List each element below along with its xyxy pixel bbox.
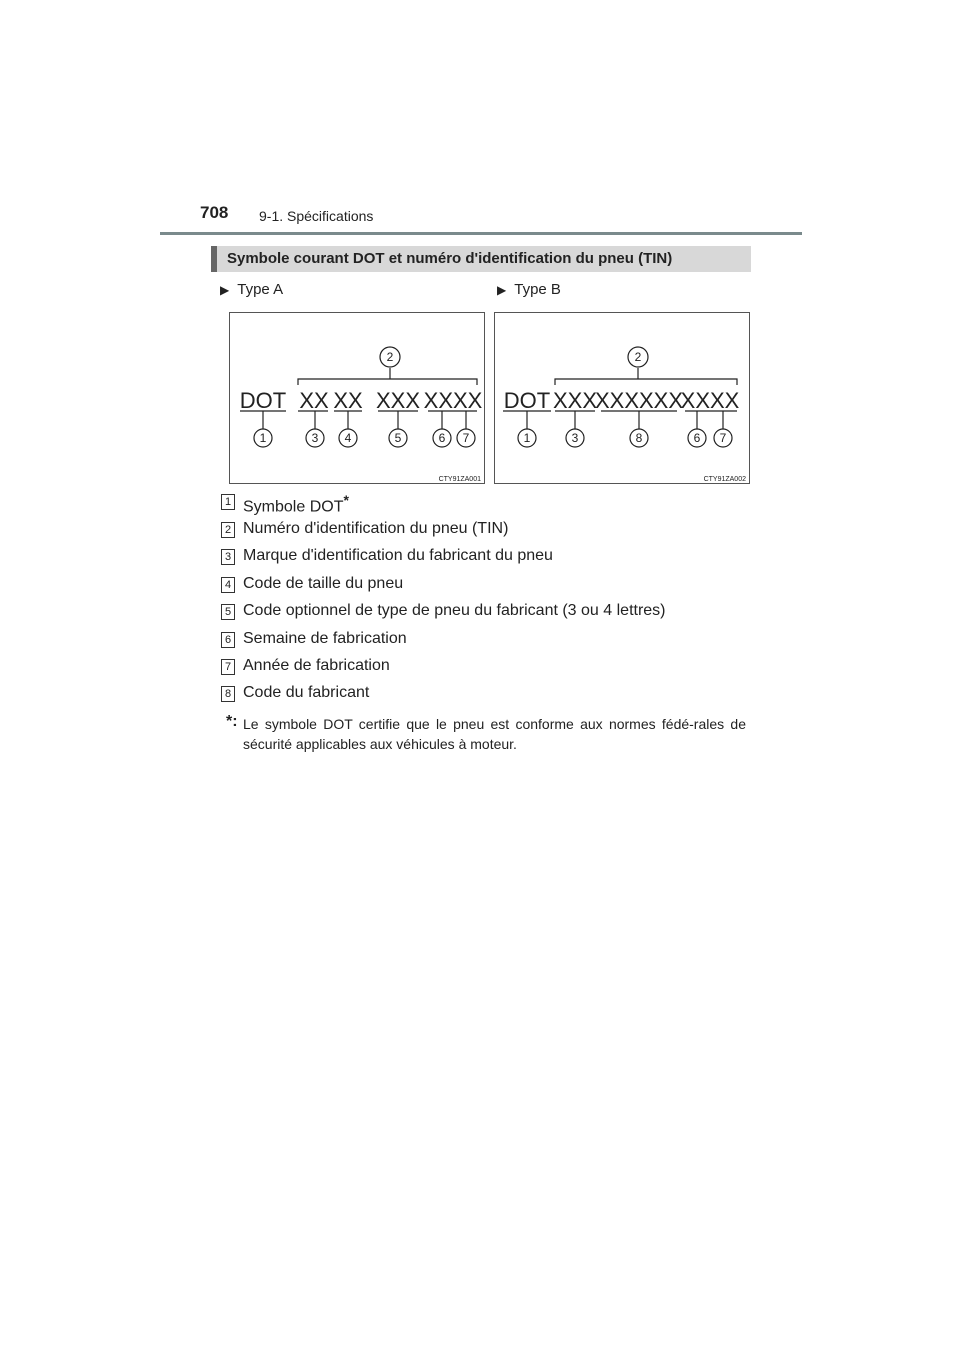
item-text: Code de taille du pneu [243,575,404,592]
type-a-label [220,281,283,298]
callout-6: 6 [438,431,446,445]
asterisk-mark: * [343,492,349,508]
code-group-2: XXXXXX [594,388,684,413]
page-number: 708 [200,203,229,222]
callout-6: 6 [693,431,701,445]
callout-3: 3 [571,431,579,445]
callout-8: 8 [635,431,643,445]
section-title: 9-1. Spécifications [259,208,374,224]
callout-3: 3 [311,431,319,445]
item-text: Symbole DOT [243,498,344,516]
code-group-4: XXXX [423,388,483,413]
footnote [226,714,746,754]
callout-1: 1 [259,431,267,445]
item-number-box: 2 [221,522,235,538]
item-text: Année de fabrication [243,657,390,674]
callout-2: 2 [634,350,642,364]
item-text: Code optionnel de type de pneu du fabricant (3 ou 4 lettres) [243,602,666,619]
footnote-text: Le symbole DOT certifie que le pneu est conforme aux normes fédé-rales de sécurité applicables aux véhicules à moteur. [243,716,746,752]
figure-type-b [494,312,750,484]
header-rule [160,232,802,235]
figure-code: CTY91ZA001 [438,476,481,483]
item-number-box: 8 [221,686,235,702]
dot-label: DOT [239,388,287,413]
item-number-box: 6 [221,632,235,648]
type-b-text: Type B [514,281,561,298]
heading-text: Symbole courant DOT et numéro d'identification du pneu (TIN) [227,250,673,267]
figure-type-a [229,312,485,484]
item-text: Semaine de fabrication [243,630,407,647]
callout-5: 5 [394,431,402,445]
code-group-3: XXX [375,388,421,413]
type-a-text: Type A [237,281,284,298]
item-number-box: 3 [221,549,235,565]
triangle-icon: ▶ [220,283,230,297]
code-group-2: XX [333,388,363,413]
item-number-box: 7 [221,659,235,675]
heading-bar [211,246,751,272]
type-b-label [497,281,561,298]
item-text: Numéro d'identification du pneu (TIN) [243,520,509,537]
callout-7: 7 [462,431,470,445]
item-number-box: 4 [221,577,235,593]
dot-label: DOT [503,388,551,413]
code-group-3: XXXX [680,388,740,413]
code-group-1: XXX [552,388,598,413]
callout-7: 7 [719,431,727,445]
figure-code: CTY91ZA002 [703,476,746,483]
callout-4: 4 [344,431,352,445]
item-text: Marque d'identification du fabricant du pneu [243,547,553,564]
item-text: Code du fabricant [243,684,370,701]
item-number-box: 5 [221,604,235,620]
callout-1: 1 [523,431,531,445]
item-number-box: 1 [221,494,235,510]
callout-2: 2 [386,350,394,364]
footnote-mark: *: [226,713,238,730]
code-group-1: XX [299,388,329,413]
triangle-icon: ▶ [497,283,507,297]
